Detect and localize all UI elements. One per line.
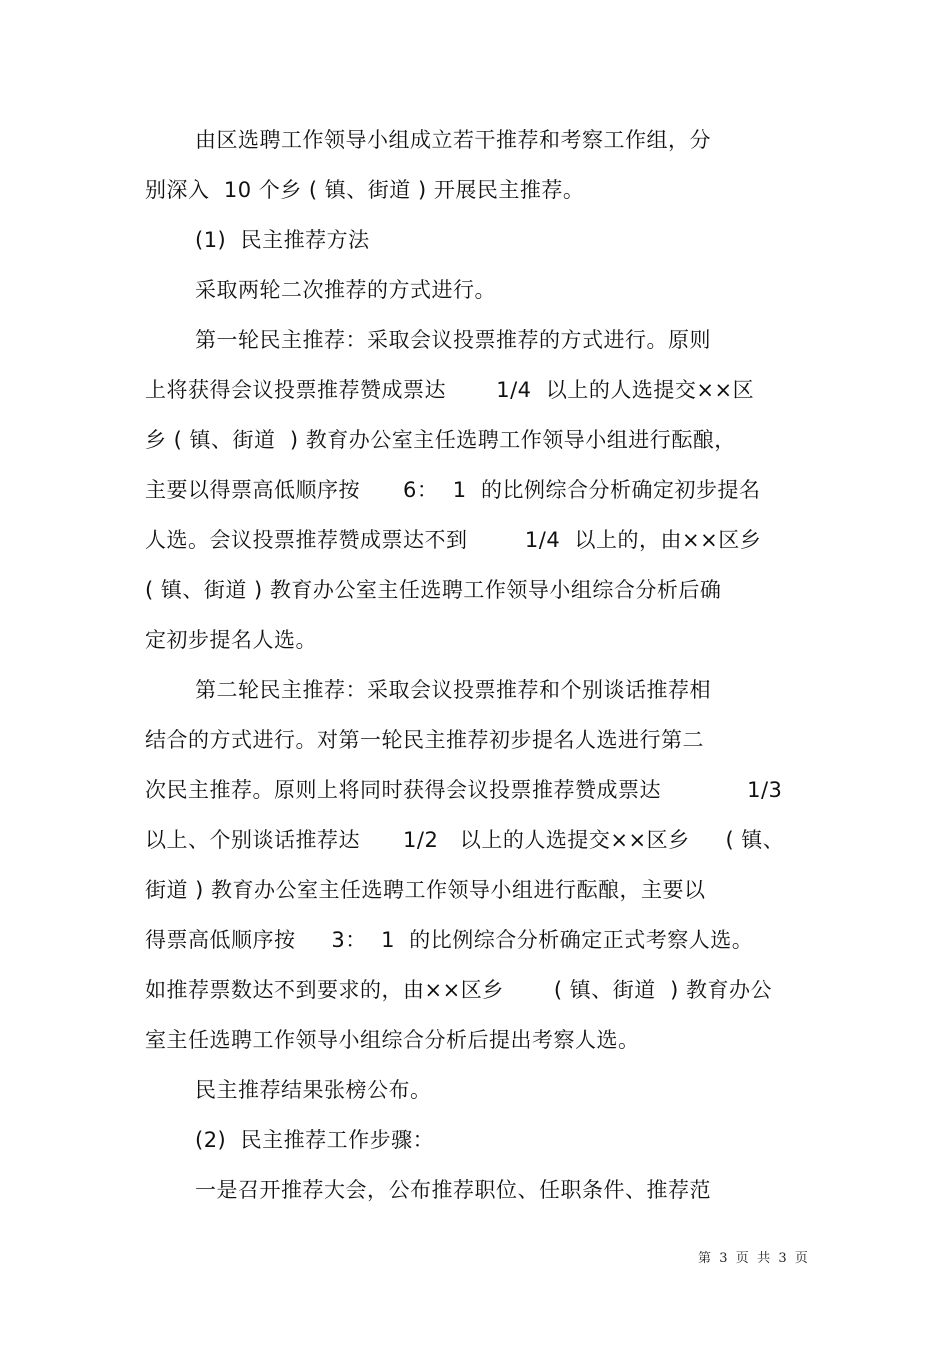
paragraph-line: 结合的方式进行。对第一轮民主推荐初步提名人选进行第二 <box>145 728 704 752</box>
paragraph-line: 乡 ( 镇、街道 ) 教育办公室主任选聘工作领导小组进行酝酿， <box>145 428 736 452</box>
paragraph-line: 以上、个别谈话推荐达 1/2 以上的人选提交××区乡 ( 镇、 <box>145 828 785 852</box>
section-heading: (1) 民主推荐方法 <box>195 228 370 252</box>
section-heading: (2) 民主推荐工作步骤： <box>195 1128 435 1152</box>
paragraph-line: 一是召开推荐大会，公布推荐职位、任职条件、推荐范 <box>195 1178 711 1202</box>
paragraph-line: 室主任选聘工作领导小组综合分析后提出考察人选。 <box>145 1028 640 1052</box>
paragraph-line: 民主推荐结果张榜公布。 <box>195 1078 432 1102</box>
paragraph-line: 街道 ) 教育办公室主任选聘工作领导小组进行酝酿，主要以 <box>145 878 706 902</box>
paragraph-line: 别深入 10 个乡 ( 镇、街道 ) 开展民主推荐。 <box>145 178 585 202</box>
paragraph-line: ( 镇、街道 ) 教育办公室主任选聘工作领导小组综合分析后确 <box>145 578 722 602</box>
paragraph-line: 人选。会议投票推荐赞成票达不到 1/4 以上的，由××区乡 <box>145 528 762 552</box>
page-number-footer: 第 3 页 共 3 页 <box>698 1251 808 1266</box>
paragraph-line: 得票高低顺序按 3： 1 的比例综合分析确定正式考察人选。 <box>145 928 754 952</box>
paragraph-line: 上将获得会议投票推荐赞成票达 1/4 以上的人选提交××区 <box>145 378 755 402</box>
paragraph-line: 主要以得票高低顺序按 6： 1 的比例综合分析确定初步提名 <box>145 478 761 502</box>
paragraph-line: 由区选聘工作领导小组成立若干推荐和考察工作组，分 <box>195 128 711 152</box>
paragraph-line: 第二轮民主推荐：采取会议投票推荐和个别谈话推荐相 <box>195 678 711 702</box>
paragraph-line: 如推荐票数达不到要求的，由××区乡 ( 镇、街道 ) 教育办公 <box>145 978 773 1002</box>
paragraph-line: 采取两轮二次推荐的方式进行。 <box>195 278 496 302</box>
paragraph-line: 定初步提名人选。 <box>145 628 317 652</box>
paragraph-line: 第一轮民主推荐：采取会议投票推荐的方式进行。原则 <box>195 328 711 352</box>
paragraph-line: 次民主推荐。原则上将同时获得会议投票推荐赞成票达 1/3 <box>145 778 783 802</box>
